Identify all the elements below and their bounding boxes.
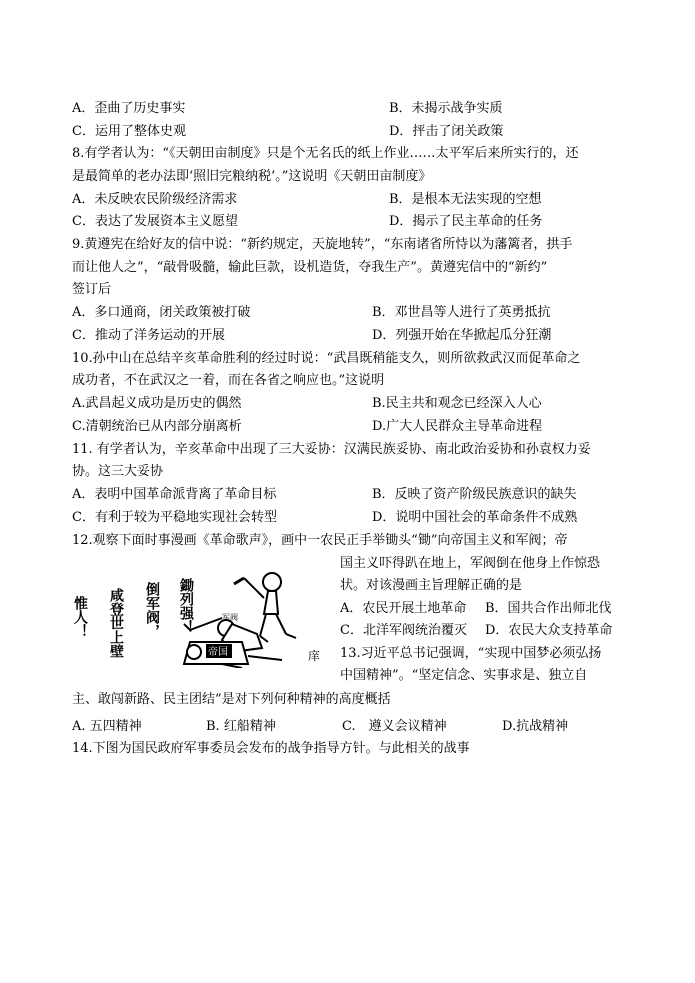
q10-stem-line-2: 成功者，不在武汉之一着，而在各省之响应也。”这说明 bbox=[72, 373, 385, 388]
q10-option-c: C.清朝统治已从内部分崩离析 bbox=[72, 419, 242, 434]
q10-options-row-2 bbox=[72, 416, 632, 438]
cartoon-corner-mark: 庠 bbox=[308, 649, 321, 663]
q9-option-c: C．推动了洋务运动的开展 bbox=[72, 328, 225, 343]
q12-stem-line-3: 状。对该漫画主旨理解正确的是 bbox=[340, 578, 523, 593]
q10-option-b: B.民主共和观念已经深入人心 bbox=[372, 396, 542, 411]
q8-options-row-2 bbox=[72, 211, 632, 233]
q7-option-d: D．抨击了闭关政策 bbox=[389, 124, 504, 139]
q13-stem-line-1: 13.习近平总书记强调，“实现中国梦必须弘扬 bbox=[340, 646, 602, 661]
cartoon-caption-col3: 咸登世上壁 bbox=[108, 588, 124, 658]
q8-stem-line-1: 8.有学者认为：“《天朝田亩制度》只是个无名氏的纸上作业……太平军后来所实行的，还 bbox=[72, 146, 579, 161]
q9-stem-line-2: 而让他人之”，“敲骨吸髓，输此巨款，设机造货，夺我生产”。黄遵宪信中的“新约” bbox=[72, 260, 548, 275]
q8-option-d: D．揭示了民主革命的任务 bbox=[389, 214, 543, 229]
q13-stem-line-3: 主、敢闯新路、民主团结”是对下列何种精神的高度概括 bbox=[72, 692, 391, 707]
q13-option-b: B. 红船精神 bbox=[206, 719, 276, 734]
q13-option-a: A. 五四精神 bbox=[72, 719, 142, 734]
q12-option-b: B．国共合作出师北伐 bbox=[485, 601, 612, 616]
q11-option-d: D．说明中国社会的革命条件不成熟 bbox=[372, 510, 578, 525]
q13-option-c: C. 遵义会议精神 bbox=[342, 719, 447, 734]
cartoon-stamp: 帝国 bbox=[208, 647, 228, 658]
q7-option-a: A．歪曲了历史事实 bbox=[72, 101, 186, 116]
q10-options-row-1 bbox=[72, 393, 632, 415]
q7-option-c: C．运用了整体史观 bbox=[72, 124, 186, 139]
q11-stem-line-1: 11. 有学者认为，辛亥革命中出现了三大妥协：汉满民族妥协、南北政治妥协和孙袁权力妥 bbox=[72, 442, 591, 457]
cartoon-caption-col4: 惟人！ bbox=[72, 596, 88, 638]
q12-stem-line-2: 国主义吓得趴在地上，军阀倒在他身上作惊恐 bbox=[340, 556, 601, 571]
q9-stem-line-1: 9.黄遵宪在给好友的信中说：“新约规定，天旋地转”，“东南诸省所恃以为藩篱者，拱手 bbox=[72, 237, 573, 252]
fallen-figures bbox=[184, 618, 282, 668]
q10-option-d: D.广大人民群众主导革命进程 bbox=[372, 419, 543, 434]
q11-option-a: A．表明中国革命派背离了革命目标 bbox=[72, 487, 277, 502]
q12-option-d: D．农民大众支持革命 bbox=[485, 623, 613, 638]
q8-stem-line-2: 是最简单的老办法即‘照旧完粮纳税’。”这说明《天朝田亩制度》 bbox=[72, 169, 432, 184]
cartoon-hat-label: 军阀 bbox=[222, 613, 238, 622]
q11-stem-line-2: 协。这三大妥协 bbox=[72, 464, 164, 479]
q7-options-row-2 bbox=[72, 121, 632, 143]
q11-option-c: C．有利于较为平稳地实现社会转型 bbox=[72, 510, 277, 525]
q9-option-a: A．多口通商，闭关政策被打破 bbox=[72, 305, 251, 320]
q9-options-row-1 bbox=[72, 302, 632, 324]
q8-option-c: C．表达了发展资本主义愿望 bbox=[72, 214, 238, 229]
q7-option-b: B．未揭示战争实质 bbox=[389, 101, 503, 116]
q12-stem-line-1: 12.观察下面时事漫画《革命歌声》，画中一农民正手举锄头“锄”向帝国主义和军阀；帝 bbox=[72, 533, 568, 548]
q9-option-b: B．邓世昌等人进行了英勇抵抗 bbox=[372, 305, 551, 320]
q13-stem-line-2: 中国精神”。“坚定信念、实事求是、独立自 bbox=[340, 668, 588, 683]
q8-option-b: B．是根本无法实现的空想 bbox=[389, 192, 542, 207]
q12-option-c: C．北洋军阀统治覆灭 bbox=[340, 623, 467, 638]
q9-options-row-2 bbox=[72, 325, 632, 347]
q9-option-d: D．列强开始在华掀起瓜分狂潮 bbox=[372, 328, 552, 343]
q11-option-b: B．反映了资产阶级民族意识的缺失 bbox=[372, 487, 577, 502]
q10-stem-line-1: 10.孙中山在总结辛亥革命胜利的经过时说：“武昌既稍能支久，则所欲救武汉而促革命之 bbox=[72, 351, 581, 366]
cartoon-caption-col2: 倒军阀， bbox=[144, 582, 160, 638]
q13-option-d: D.抗战精神 bbox=[502, 719, 569, 734]
q11-options-row-1 bbox=[72, 484, 632, 506]
q8-options-row-1 bbox=[72, 189, 632, 211]
cartoon-revolution-song bbox=[72, 568, 334, 668]
q12-option-a: A．农民开展土地革命 bbox=[340, 601, 467, 616]
q11-options-row-2 bbox=[72, 507, 632, 529]
cartoon-caption-col1: 鋤列强！ bbox=[178, 578, 194, 634]
q13-options-row bbox=[72, 716, 632, 738]
q10-option-a: A.武昌起义成功是历史的偶然 bbox=[72, 396, 242, 411]
q12-options-row-2 bbox=[340, 620, 632, 642]
q8-option-a: A．未反映农民阶级经济需求 bbox=[72, 192, 238, 207]
q12-options-row-1 bbox=[340, 598, 632, 620]
q7-options-row-1 bbox=[72, 98, 632, 120]
q9-stem-line-3: 签订后 bbox=[72, 282, 112, 297]
q14-stem-line-1: 14.下图为国民政府军事委员会发布的战争指导方针。与此相关的战事 bbox=[72, 741, 470, 756]
